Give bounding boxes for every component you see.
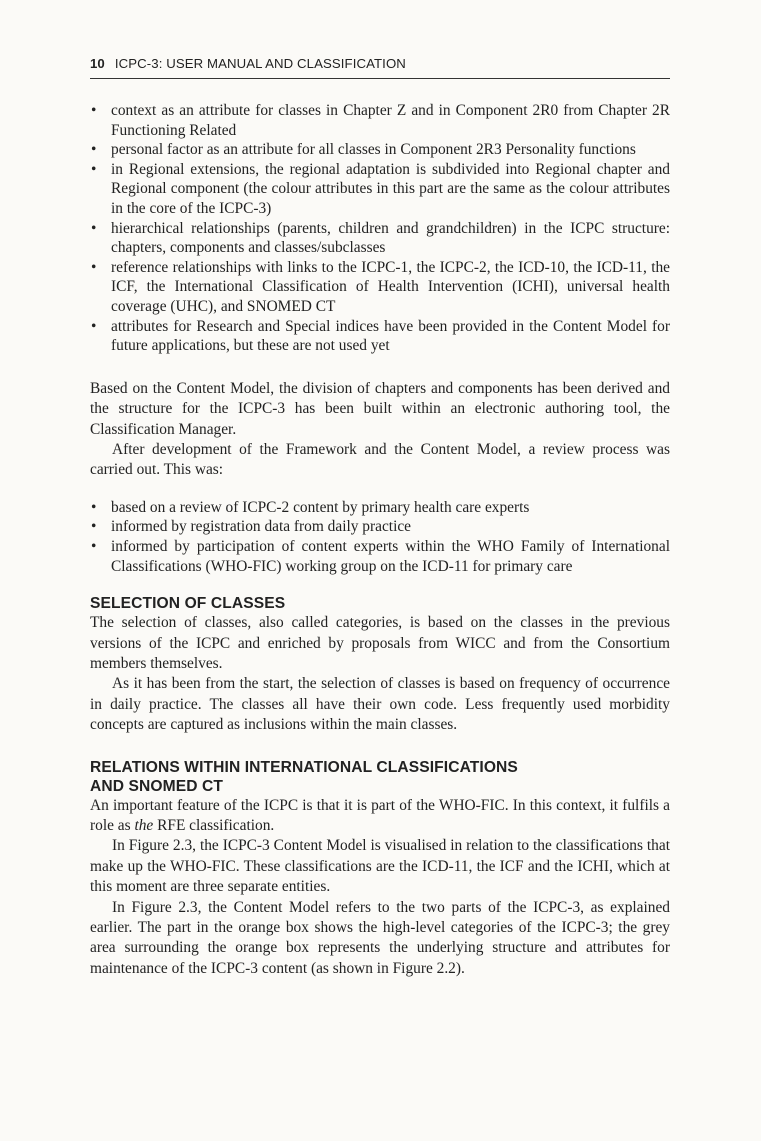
running-title: ICPC-3: USER MANUAL AND CLASSIFICATION bbox=[114, 56, 406, 71]
running-header bbox=[90, 56, 670, 79]
content-model-attributes-list bbox=[90, 101, 670, 356]
heading-line: RELATIONS WITHIN INTERNATIONAL CLASSIFICATIONS bbox=[90, 758, 518, 776]
list-item: • informed by participation of content experts within the WHO Family of International Classifications (WHO-FIC) working group on the ICD-11 for primary care bbox=[90, 537, 670, 576]
heading-line: AND SNOMED CT bbox=[90, 777, 223, 795]
list-item: • hierarchical relationships (parents, children and grandchildren) in the ICPC structure: chapters, components and classes/subclasses bbox=[90, 219, 670, 258]
paragraph bbox=[90, 796, 670, 837]
list-item: • reference relationships with links to the ICPC-1, the ICPC-2, the ICD-10, the ICD-11, the ICF, the International Classification of Health Intervention (ICHI), universal health coverage (UHC), and SNOMED CT bbox=[90, 258, 670, 317]
section-heading-selection: SELECTION OF CLASSES bbox=[90, 595, 286, 613]
paragraph: As it has been from the start, the selection of classes is based on frequency of occurrence in daily practice. The classes all have their own code. Less frequently used morbidity concepts are captured as inclusions within the main classes. bbox=[90, 675, 670, 734]
text-run: RFE classification. bbox=[153, 816, 275, 834]
list-item: • attributes for Research and Special indices have been provided in the Content Model for future applications, but these are not used yet bbox=[90, 317, 670, 356]
paragraph: In Figure 2.3, the Content Model refers to the two parts of the ICPC-3, as explained earlier. The part in the orange box shows the high-level categories of the ICPC-3; the grey area surrounding the orange box represents the underlying structure and attributes for maintenance of the ICPC-3 content (as shown in Figure 2.2). bbox=[90, 898, 670, 977]
paragraph: The selection of classes, also called categories, is based on the classes in the previous versions of the ICPC and enriched by proposals from WICC and from the Consortium members themselves. bbox=[90, 614, 670, 672]
emphasis: the bbox=[134, 816, 154, 834]
list-item: • personal factor as an attribute for all classes in Component 2R3 Personality functions bbox=[90, 140, 670, 160]
text-run: An important feature of the ICPC is that it is part of the WHO-FIC. In this context, it fulfils a role as bbox=[90, 796, 670, 834]
paragraph: In Figure 2.3, the ICPC-3 Content Model is visualised in relation to the classifications that make up the WHO-FIC. These classifications are the ICD-11, the ICF and the ICHI, which at this moment are three separate entities. bbox=[90, 837, 670, 896]
paragraph: After development of the Framework and the Content Model, a review process was carried out. This was: bbox=[90, 440, 670, 479]
list-item: • based on a review of ICPC-2 content by primary health care experts bbox=[90, 498, 670, 518]
list-item: • in Regional extensions, the regional adaptation is subdivided into Regional chapter and Regional component (the colour attributes in this part are the same as the colour attributes in the core of the ICPC-3) bbox=[90, 160, 670, 219]
list-item: • informed by registration data from daily practice bbox=[90, 517, 670, 537]
section-heading-relations bbox=[90, 758, 670, 796]
paragraph: Based on the Content Model, the division of chapters and components has been derived and the structure for the ICPC-3 has been built within an electronic authoring tool, the Classification Manager. bbox=[90, 379, 670, 438]
review-process-list bbox=[90, 498, 670, 576]
page-number: 10 bbox=[90, 56, 105, 71]
page bbox=[90, 56, 670, 979]
list-item: • context as an attribute for classes in Chapter Z and in Component 2R0 from Chapter 2R Functioning Related bbox=[90, 101, 670, 140]
